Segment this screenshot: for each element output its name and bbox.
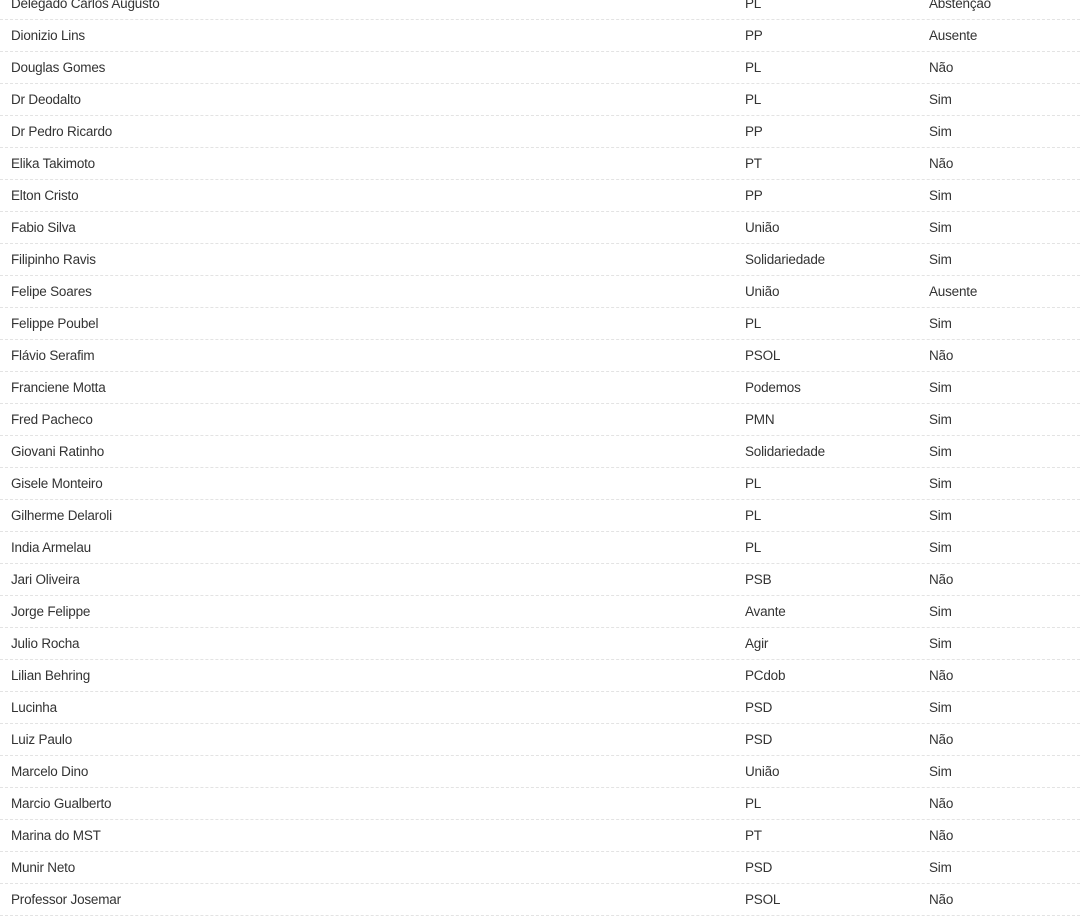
deputy-name-cell: Marcio Gualberto: [11, 796, 112, 811]
deputy-name-cell: India Armelau: [11, 540, 91, 555]
party-cell: PL: [745, 60, 762, 75]
deputy-name-cell: Lucinha: [11, 700, 57, 715]
table-row: [0, 788, 1080, 820]
vote-cell: Sim: [929, 444, 952, 459]
deputy-name-cell: Professor Josemar: [11, 892, 121, 907]
deputy-name-cell: Marina do MST: [11, 828, 101, 843]
table-row: [0, 596, 1080, 628]
table-row: [0, 244, 1080, 276]
vote-cell: Abstenção: [929, 0, 991, 11]
party-cell: PL: [745, 0, 762, 11]
party-cell: Avante: [745, 604, 786, 619]
table-row: [0, 660, 1080, 692]
deputy-name-cell: Jorge Felippe: [11, 604, 91, 619]
deputy-name-cell: Lilian Behring: [11, 668, 91, 683]
party-cell: PSOL: [745, 348, 781, 363]
party-cell: PSB: [745, 572, 772, 587]
party-cell: PT: [745, 828, 762, 843]
party-cell: PCdob: [745, 668, 786, 683]
vote-cell: Sim: [929, 860, 952, 875]
table-row: [0, 628, 1080, 660]
deputy-name-cell: Filipinho Ravis: [11, 252, 96, 267]
table-row: [0, 404, 1080, 436]
table-row: [0, 884, 1080, 916]
party-cell: PP: [745, 28, 763, 43]
table-row: [0, 212, 1080, 244]
table-row: [0, 52, 1080, 84]
party-cell: Solidariedade: [745, 252, 825, 267]
table-row: [0, 436, 1080, 468]
party-cell: PL: [745, 796, 762, 811]
deputy-name-cell: Franciene Motta: [11, 380, 106, 395]
table-row: [0, 0, 1080, 20]
vote-cell: Sim: [929, 476, 952, 491]
deputy-name-cell: Elika Takimoto: [11, 156, 95, 171]
table-row: [0, 20, 1080, 52]
table-row: [0, 340, 1080, 372]
table-row: [0, 180, 1080, 212]
vote-cell: Sim: [929, 508, 952, 523]
table-row: [0, 84, 1080, 116]
party-cell: Solidariedade: [745, 444, 825, 459]
party-cell: PL: [745, 540, 762, 555]
deputy-name-cell: Dr Pedro Ricardo: [11, 124, 113, 139]
party-cell: PP: [745, 188, 763, 203]
vote-cell: Ausente: [929, 284, 978, 299]
vote-cell: Não: [929, 572, 954, 587]
table-row: [0, 564, 1080, 596]
table-row: [0, 116, 1080, 148]
party-cell: União: [745, 284, 780, 299]
vote-cell: Sim: [929, 604, 952, 619]
deputy-name-cell: Fabio Silva: [11, 220, 76, 235]
table-row: [0, 500, 1080, 532]
vote-cell: Sim: [929, 92, 952, 107]
party-cell: Podemos: [745, 380, 801, 395]
vote-cell: Não: [929, 348, 954, 363]
deputy-name-cell: Felippe Poubel: [11, 316, 99, 331]
deputy-name-cell: Gilherme Delaroli: [11, 508, 112, 523]
vote-cell: Sim: [929, 252, 952, 267]
table-row: [0, 724, 1080, 756]
deputy-name-cell: Fred Pacheco: [11, 412, 93, 427]
party-cell: União: [745, 220, 780, 235]
deputy-name-cell: Gisele Monteiro: [11, 476, 103, 491]
vote-cell: Sim: [929, 380, 952, 395]
deputy-name-cell: Dionizio Lins: [11, 28, 85, 43]
deputy-name-cell: Felipe Soares: [11, 284, 92, 299]
deputy-name-cell: Flávio Serafim: [11, 348, 95, 363]
party-cell: PSD: [745, 700, 773, 715]
table-row: [0, 308, 1080, 340]
deputy-name-cell: Dr Deodalto: [11, 92, 81, 107]
vote-cell: Ausente: [929, 28, 978, 43]
vote-cell: Sim: [929, 316, 952, 331]
table-row: [0, 756, 1080, 788]
deputy-name-cell: Jari Oliveira: [11, 572, 80, 587]
deputy-name-cell: Marcelo Dino: [11, 764, 89, 779]
party-cell: União: [745, 764, 780, 779]
deputy-name-cell: Luiz Paulo: [11, 732, 73, 747]
vote-cell: Sim: [929, 540, 952, 555]
party-cell: PSD: [745, 860, 773, 875]
deputy-name-cell: Giovani Ratinho: [11, 444, 105, 459]
vote-cell: Sim: [929, 220, 952, 235]
party-cell: PL: [745, 316, 762, 331]
deputy-name-cell: Elton Cristo: [11, 188, 79, 203]
vote-cell: Não: [929, 60, 954, 75]
party-cell: PL: [745, 508, 762, 523]
deputy-name-cell: Munir Neto: [11, 860, 76, 875]
vote-cell: Não: [929, 668, 954, 683]
table-row: [0, 532, 1080, 564]
party-cell: PT: [745, 156, 762, 171]
table-row: [0, 852, 1080, 884]
vote-cell: Sim: [929, 188, 952, 203]
party-cell: PL: [745, 476, 762, 491]
vote-cell: Não: [929, 796, 954, 811]
table-row: [0, 820, 1080, 852]
table-row: [0, 468, 1080, 500]
table-row: [0, 148, 1080, 180]
party-cell: PSOL: [745, 892, 781, 907]
table-row: [0, 372, 1080, 404]
vote-cell: Sim: [929, 412, 952, 427]
party-cell: PMN: [745, 412, 775, 427]
vote-cell: Sim: [929, 124, 952, 139]
table-row: [0, 276, 1080, 308]
deputy-name-cell: Delegado Carlos Augusto: [11, 0, 160, 11]
vote-cell: Não: [929, 156, 954, 171]
party-cell: PP: [745, 124, 763, 139]
vote-cell: Sim: [929, 636, 952, 651]
vote-cell: Sim: [929, 764, 952, 779]
party-cell: Agir: [745, 636, 769, 651]
deputy-name-cell: Douglas Gomes: [11, 60, 106, 75]
party-cell: PL: [745, 92, 762, 107]
vote-cell: Sim: [929, 700, 952, 715]
vote-cell: Não: [929, 828, 954, 843]
table-row: [0, 692, 1080, 724]
party-cell: PSD: [745, 732, 773, 747]
vote-cell: Não: [929, 732, 954, 747]
deputy-name-cell: Julio Rocha: [11, 636, 80, 651]
vote-cell: Não: [929, 892, 954, 907]
